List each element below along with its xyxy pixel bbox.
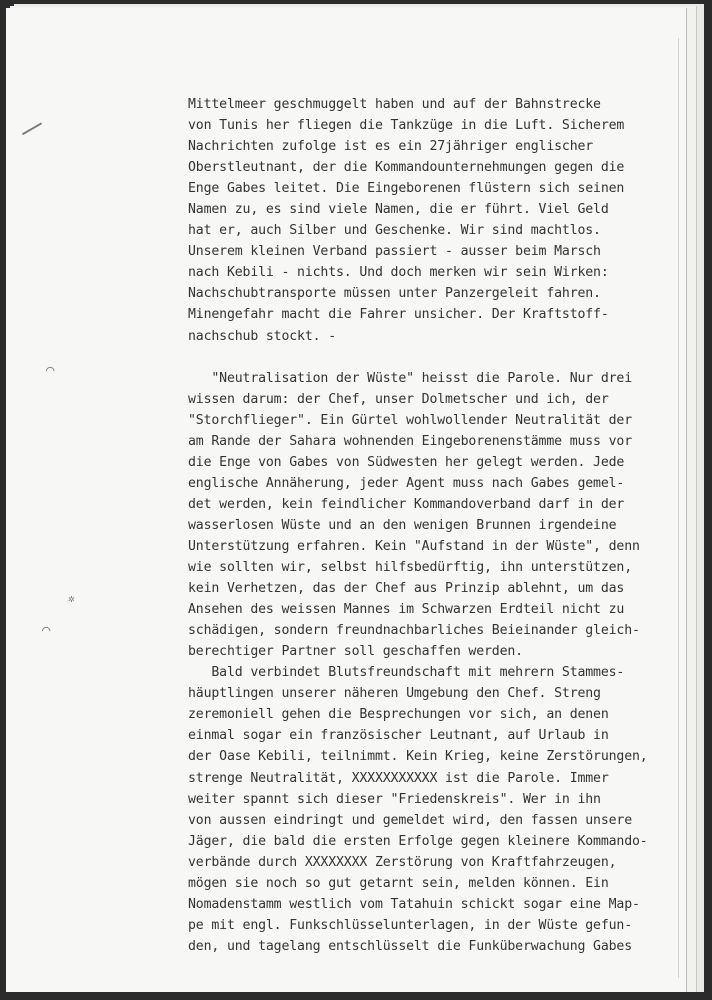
text-line: Nachrichten zufolge ist es ein 27jähriger englischer [188,139,594,155]
margin-stroke-mark: | [18,116,47,141]
text-line: berechtiger Partner soll geschaffen werden. [188,644,523,660]
text-line: Nomadenstamm westlich vom Tatahuin schickt sogar eine Map- [188,896,640,912]
text-line: der Oase Kebili, teilnimmt. Kein Krieg, keine Zerstörungen, [188,749,648,765]
text-line: pe mit engl. Funkschlüsselunterlagen, in der Wüste gefun- [188,917,633,933]
hole-punch-mark: ⌒ [46,362,55,378]
text-line: von aussen eindringt und gemeldet wird, den fassen unsere [188,812,633,828]
text-line: Unserem kleinen Verband passiert - ausser beim Marsch [188,244,601,260]
text-line: Ansehen des weissen Mannes im Schwarzen Erdteil nicht zu [188,602,625,618]
text-line: englische Annäherung, jeder Agent muss nach Gabes gemel- [188,475,625,491]
text-line [188,347,678,368]
text-line: verbände durch XXXXXXXX Zerstörung von Kraftfahrzeugen, [188,854,617,870]
text-line: schädigen, sondern freundnachbarliches Beieinander gleich- [188,623,640,639]
text-line: nachschub stockt. - [188,328,337,344]
text-line: die Enge von Gabes von Südwesten her gelegt werden. Jede [188,454,625,470]
text-line: den, und tagelang entschlüsselt die Funküberwachung Gabes [188,938,633,954]
text-line: Minengefahr macht die Fahrer unsicher. Der Kraftstoff- [188,307,609,323]
text-line: kein Verhetzen, das der Chef aus Prinzip ablehnt, um das [188,581,625,597]
text-line: hat er, auch Silber und Geschenke. Wir sind machtlos. [188,223,601,239]
text-line: von Tunis her fliegen die Tankzüge in die Luft. Sicherem [188,118,625,134]
text-line: Bald verbindet Blutsfreundschaft mit mehrern Stammes- [188,665,625,681]
text-line: Nachschubtransporte müssen unter Panzergeleit fahren. [188,286,601,302]
text-line: Unterstützung erfahren. Kein "Aufstand in der Wüste", denn [188,538,640,554]
text-line: einmal sogar ein französischer Leutnant, auf Urlaub in [188,728,609,744]
text-line: am Rande der Sahara wohnenden Eingeborenenstämme muss vor [188,433,633,449]
text-line: mögen sie noch so gut getarnt sein, melden können. Ein [188,875,609,891]
text-line: strenge Neutralität, XXXXXXXXXXX ist die Parole. Immer [188,770,609,786]
text-line: Enge Gabes leitet. Die Eingeborenen flüstern sich seinen [188,181,625,197]
text-line: wie sollten wir, selbst hilfsbedürftig, ihn unterstützen, [188,560,633,576]
text-line: Oberstleutnant, der die Kommandounternehmungen gegen die [188,160,625,176]
text-line: zeremoniell gehen die Besprechungen vor sich, an denen [188,707,609,723]
text-line: wissen darum: der Chef, unser Dolmetscher und ich, der [188,391,609,407]
text-line: nach Kebili - nichts. Und doch merken wir sein Wirken: [188,265,609,281]
text-line: Jäger, die bald die ersten Erfolge gegen kleinere Kommando- [188,833,648,849]
text-line: Mittelmeer geschmuggelt haben und auf der Bahnstrecke [188,97,601,112]
text-line: Namen zu, es sind viele Namen, die er führt. Viel Geld [188,202,609,218]
page-edge-shadow [678,38,689,978]
typewritten-text-body [188,94,678,957]
hole-punch-mark: ⌒ [42,622,51,638]
text-line: weiter spannt sich dieser "Friedenskreis". Wer in ihn [188,791,601,807]
text-line: wasserlosen Wüste und an den wenigen Brunnen irgendeine [188,517,617,533]
text-line: det werden, kein feindlicher Kommandoverband darf in der [188,496,625,512]
margin-dot-mark: ✲ [68,592,75,605]
text-line: "Storchflieger". Ein Gürtel wohlwollender Neutralität der [188,412,633,428]
text-line: "Neutralisation der Wüste" heisst die Parole. Nur drei [188,370,633,386]
text-line: häuptlingen unserer näheren Umgebung den Chef. Streng [188,686,601,702]
